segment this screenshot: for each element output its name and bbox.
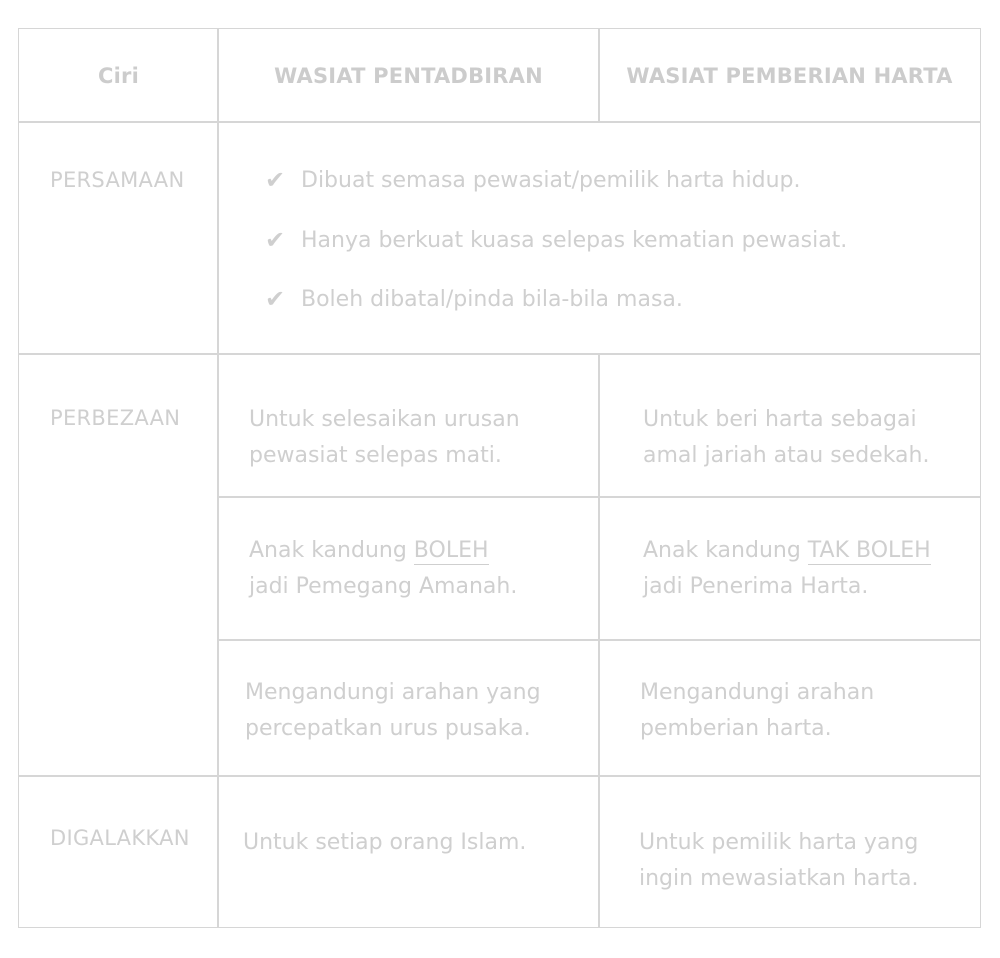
row-label-digalakkan (18, 775, 219, 928)
check-icon: ✔ (265, 166, 286, 194)
comparison-table (18, 28, 981, 928)
underlined-emphasis: TAK BOLEH (807, 538, 931, 563)
persamaan-item (265, 226, 847, 254)
perbezaan-pemberian-2 (598, 496, 981, 641)
perbezaan-pemberian-3 (598, 639, 981, 777)
cell-text-prefix: Anak kandung (643, 538, 808, 563)
header-wasiat-pemberian-harta-text: WASIAT PEMBERIAN HARTA (626, 63, 953, 88)
cell-line: Mengandungi arahan yang (245, 680, 541, 705)
cell-line: Untuk setiap orang Islam. (243, 830, 527, 855)
persamaan-cell (217, 121, 981, 355)
cell-line: percepatkan urus pusaka. (245, 716, 531, 741)
cell-line: Untuk pemilik harta yang (639, 830, 919, 855)
cell-line: jadi Pemegang Amanah. (249, 574, 518, 599)
cell-line (643, 533, 980, 569)
persamaan-item-text: Boleh dibatal/pinda bila-bila masa. (301, 286, 683, 312)
perbezaan-pentadbiran-2 (217, 496, 600, 641)
header-ciri (18, 28, 219, 123)
cell-line: pemberian harta. (640, 716, 832, 741)
check-icon: ✔ (265, 285, 286, 313)
cell-text-prefix: Anak kandung (249, 538, 414, 563)
header-ciri-text: Ciri (98, 63, 139, 88)
row-label-digalakkan-text: DIGALAKKAN (50, 826, 190, 850)
underlined-emphasis: BOLEH (413, 538, 489, 563)
header-wasiat-pemberian-harta (598, 28, 981, 123)
header-wasiat-pentadbiran-text: WASIAT PENTADBIRAN (274, 63, 543, 88)
persamaan-item-text: Dibuat semasa pewasiat/pemilik harta hidup. (301, 167, 801, 193)
cell-line (249, 533, 599, 569)
digalakkan-pemberian (598, 775, 981, 928)
cell-line: Mengandungi arahan (640, 680, 875, 705)
perbezaan-pentadbiran-1 (217, 353, 600, 498)
perbezaan-pentadbiran-3 (217, 639, 600, 777)
cell-line: jadi Penerima Harta. (643, 574, 869, 599)
perbezaan-pemberian-1 (598, 353, 981, 498)
header-wasiat-pentadbiran (217, 28, 600, 123)
cell-line: amal jariah atau sedekah. (643, 443, 930, 468)
row-label-perbezaan (18, 353, 219, 777)
check-icon: ✔ (265, 226, 286, 254)
row-label-persamaan-text: PERSAMAAN (50, 168, 185, 192)
row-label-persamaan (18, 121, 219, 355)
persamaan-item-text: Hanya berkuat kuasa selepas kematian pewasiat. (301, 227, 848, 253)
persamaan-item (265, 166, 800, 194)
cell-line: pewasiat selepas mati. (249, 443, 502, 468)
digalakkan-pentadbiran (217, 775, 600, 928)
cell-line: Untuk selesaikan urusan (249, 407, 520, 432)
cell-line: ingin mewasiatkan harta. (639, 866, 919, 891)
persamaan-item (265, 285, 683, 313)
cell-line: Untuk beri harta sebagai (643, 407, 917, 432)
row-label-perbezaan-text: PERBEZAAN (50, 406, 181, 430)
